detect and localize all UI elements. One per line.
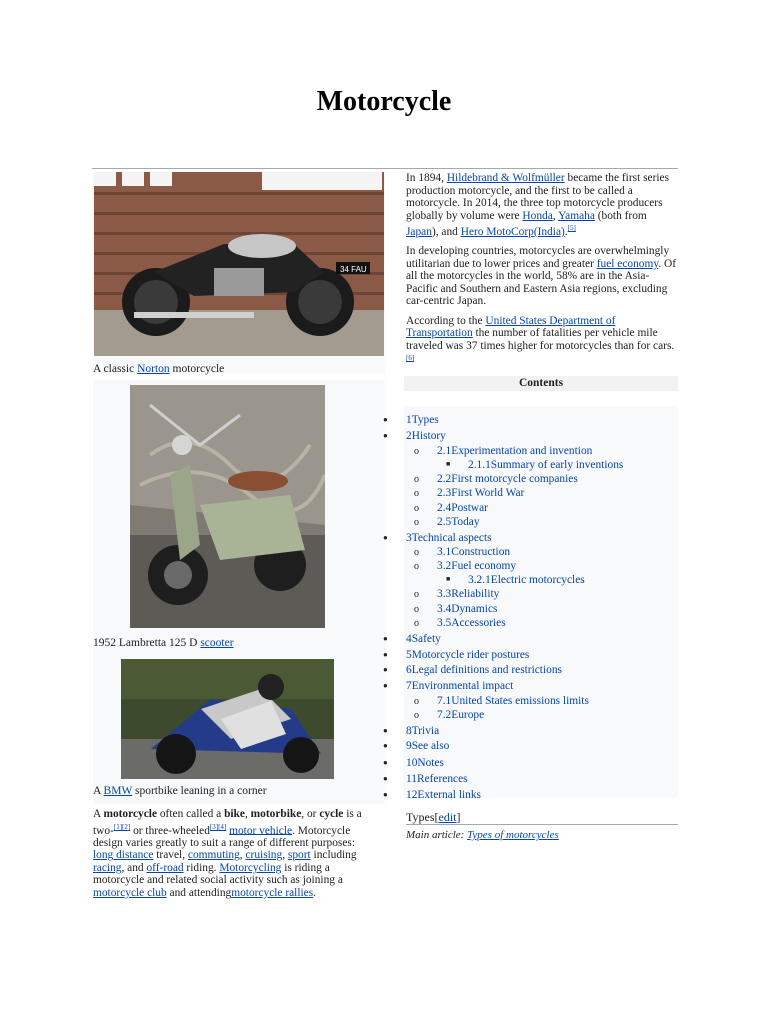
us-dot-link[interactable]: United States Department of Transportation [406,314,616,340]
citation-link[interactable]: [5] [567,224,576,232]
contents-heading: Contents [404,376,678,391]
toc-bullet-icon: ● [383,634,388,643]
intro-text-run: became the first series production motorcycle, and the first to be called a motorcycle. In 2014, the three top motorcycle producers globally by volume were [406,172,670,222]
toc-item[interactable] [437,617,506,629]
toc-item[interactable] [406,649,529,661]
toc-bullet-icon: o [414,474,419,485]
toc-bullet-icon: ● [383,681,388,690]
intro-paragraph-3 [406,315,676,369]
lead-bold-term: bike [224,808,245,820]
toc-item[interactable] [468,574,585,586]
toc-number: 2 [406,430,412,442]
toc-bullet-icon: o [414,561,419,572]
intro-text-run: According to the [406,314,486,327]
lead-text: , or [301,808,320,820]
toc-number: 2.3 [437,487,452,499]
honda-link[interactable]: Honda [522,209,553,222]
section-heading-types [406,810,461,825]
toc-text: Trivia [411,725,440,737]
cruising-link[interactable]: cruising [245,849,283,862]
toc-bullet-icon: o [414,710,419,721]
toc-bullet-icon: o [414,604,419,615]
toc-bullet-icon: ● [383,790,388,799]
toc-bullet-icon: o [414,589,419,600]
toc-item[interactable] [406,414,439,426]
toc-item[interactable] [437,588,499,600]
toc-bullet-icon: ● [383,533,388,542]
long-distance-link[interactable]: long distance [93,849,154,862]
toc-bullet-icon: ● [383,741,388,750]
toc-text: References [416,773,468,785]
off-road-link[interactable]: off-road [146,861,184,874]
toc-number: 5 [406,649,412,661]
fuel-economy-link[interactable]: fuel economy [596,257,659,270]
toc-item[interactable] [437,502,488,514]
toc-number: 10 [406,757,418,769]
toc-item[interactable] [406,773,468,785]
toc-number: 4 [406,633,412,645]
toc-text: Types [411,414,439,426]
toc-item[interactable] [437,516,480,528]
toc-item[interactable] [406,633,441,645]
toc-number: 1 [406,414,412,426]
toc-text: Electric motorcycles [490,574,585,586]
lead-text: is riding a motorcycle and related social activity such as joining a [93,861,343,887]
toc-item[interactable] [406,725,439,737]
toc-item[interactable] [406,680,513,692]
toc-bullet-icon: ● [383,650,388,659]
toc-item[interactable] [406,532,492,544]
toc-bullet-icon: ● [383,415,388,424]
toc-number: 6 [406,664,412,676]
toc-item[interactable] [437,546,510,558]
hero-motocorp-link[interactable]: Hero MotoCorp [460,225,534,238]
toc-bullet-icon: ■ [446,575,451,583]
section-title: Types [406,810,435,824]
intro-text-run: , [552,209,559,222]
toc-text: Experimentation and invention [451,445,593,457]
norton-link[interactable]: Norton [137,363,170,375]
toc-text: First motorcycle companies [451,473,578,485]
toc-item[interactable] [437,560,516,572]
lead-text: travel, [153,849,188,862]
racing-link[interactable]: racing [93,861,122,874]
lead-bold-term: motorcycle [103,808,158,820]
toc-text: Safety [411,633,441,645]
toc-item[interactable] [406,430,446,442]
lead-text: and attending [166,886,232,899]
toc-bullet-icon: o [414,696,419,707]
toc-text: First World War [451,487,525,499]
lead-bold-term: motorbike [250,808,302,820]
types-of-motorcycles-link[interactable]: Types of motorcycles [467,829,559,841]
motorcycling-link[interactable]: Motorcycling [219,861,282,874]
lead-text: A [93,808,104,820]
lead-text: . Motorcycle design varies greatly to suit a range of different purposes: [93,824,356,849]
toc-bullet-icon: o [414,446,419,457]
toc-bullet-icon: o [414,547,419,558]
toc-number: 3.1 [437,546,452,558]
lead-bold-term: cycle [319,808,344,820]
toc-number: 7.2 [437,709,452,721]
toc-text: Accessories [451,617,506,629]
lead-text: often called a [157,808,225,820]
toc-number: 2.1.1 [468,459,491,471]
toc-number: 2.4 [437,502,452,514]
bmw-sportbike-image[interactable] [121,659,334,779]
toc-bullet-icon: ■ [446,460,451,468]
svg-text:34 FAU: 34 FAU [340,265,367,274]
toc-bullet-icon: ● [383,665,388,674]
lead-text: , and [121,861,147,874]
toc-text: United States emissions limits [451,695,589,707]
toc-bullet-icon: o [414,488,419,499]
india-link[interactable]: (India) [533,225,565,238]
intro-text-run: . [564,225,568,238]
lead-text: , [239,849,246,862]
intro-text-run: ), and [431,225,461,238]
intro-paragraph-2 [406,245,676,308]
toc-text: Technical aspects [411,532,492,544]
toc-item[interactable] [437,487,524,499]
toc-bullet-icon: o [414,618,419,629]
toc-item[interactable] [437,473,578,485]
lead-text: . [313,886,317,899]
toc-text: Summary of early inventions [490,459,624,471]
section-divider [406,824,678,825]
toc-bullet-icon: ● [383,758,388,767]
intro-text-run: . Of all the motorcycles in the world, 58% are in the Asia-Pacific and Southern and Eastern Asia regions, excluding car-centric Japan. [406,257,677,308]
toc-bullet-icon: ● [383,726,388,735]
toc-bullet-icon: o [414,503,419,514]
caption-norton [93,362,224,376]
toc-item[interactable] [406,740,449,752]
toc-item[interactable] [437,603,497,615]
caption-text: A classic [93,363,138,375]
toc-text: Postwar [451,502,488,514]
toc-text: Environmental impact [411,680,514,692]
toc-text: Reliability [451,588,500,600]
toc-item[interactable] [468,459,623,471]
toc-text: Notes [417,757,444,769]
toc-number: 9 [406,740,412,752]
toc-text: History [411,430,446,442]
toc-text: Europe [451,709,485,721]
caption-text: motorcycle [169,363,225,375]
toc-text: Today [451,516,480,528]
sport-link[interactable]: sport [287,849,311,862]
edit-bracket: ] [456,810,461,824]
toc-text: Dynamics [451,603,498,615]
title-divider [92,168,678,169]
toc-item[interactable] [437,709,484,721]
toc-text: See also [411,740,450,752]
lead-text: including [310,849,357,862]
scooter-link[interactable]: scooter [200,637,234,649]
toc-number: 3 [406,532,412,544]
lead-text: is a two- [93,808,362,837]
edit-bracket: [ [434,810,439,824]
commuting-link[interactable]: commuting [187,849,240,862]
norton-motorcycle-image[interactable] [94,172,384,356]
lead-text: , [244,808,251,820]
intro-text-run: the number of fatalities per vehicle mile traveled was 37 times higher for motorcycles than for cars. [406,327,675,352]
caption-text: 1952 Lambretta 125 D [93,637,201,649]
toc-text: Legal definitions and restrictions [411,664,562,676]
toc-number: 3.4 [437,603,452,615]
toc-text: Fuel economy [451,560,517,572]
page-title: Motorcycle [316,86,452,117]
lead-paragraph [93,808,363,899]
intro-paragraph-1 [406,172,676,238]
toc-number: 2.2 [437,473,452,485]
toc-number: 7 [406,680,412,692]
motorcycle-club-link[interactable]: motorcycle club [93,886,167,899]
toc-number: 2.5 [437,516,452,528]
toc-number: 7.1 [437,695,452,707]
caption-text: A [93,785,104,797]
toc-item[interactable] [437,445,592,457]
hildebrand-wolfmuller-link[interactable]: Hildebrand & Wolfmüller [446,172,565,184]
toc-text: External links [417,789,481,801]
toc-number: 3.5 [437,617,452,629]
intro-text-run: In developing countries, motorcycles are overwhelmingly utilitarian due to lower prices and greater [406,245,670,270]
main-article-note [406,829,559,841]
caption-bmw [93,784,267,798]
toc-number: 3.3 [437,588,452,600]
toc-item[interactable] [406,757,444,769]
intro-text-run: In 1894, [406,172,447,184]
toc-text: Motorcycle rider postures [411,649,530,661]
toc-number: 8 [406,725,412,737]
japan-link[interactable]: Japan [406,225,432,238]
toc-item[interactable] [437,695,589,707]
main-article-label: Main article: [406,829,468,841]
citation-link[interactable]: [1][2] [113,822,131,831]
toc-number: 2.1 [437,445,452,457]
toc-bullet-icon: ● [383,774,388,783]
intro-text-run: (both from [594,209,647,222]
intro-text [406,172,676,376]
toc-number: 12 [406,789,418,801]
caption-lambretta [93,636,234,650]
bmw-link[interactable]: BMW [103,785,133,797]
toc-number: 3.2.1 [468,574,491,586]
toc-text: Construction [451,546,511,558]
toc-number: 11 [406,773,417,785]
caption-text: sportbike leaning in a corner [132,785,267,797]
lambretta-scooter-image[interactable] [130,385,325,628]
citation-link[interactable]: [6] [406,354,415,363]
toc-number: 3.2 [437,560,452,572]
yamaha-link[interactable]: Yamaha [558,209,595,222]
lead-text: or three-wheeled [130,824,210,837]
lead-text: , [282,849,288,862]
toc-item[interactable] [406,664,562,676]
edit-section-link[interactable]: edit [438,810,457,824]
toc-item[interactable] [406,789,481,801]
motorcycle-rallies-link[interactable]: motorcycle rallies [231,886,314,899]
toc-bullet-icon: o [414,517,419,528]
citation-link[interactable]: [3][4] [209,822,227,831]
lead-text: riding. [183,861,220,874]
motor-vehicle-link[interactable]: motor vehicle [229,824,293,837]
toc-bullet-icon: ● [383,431,388,440]
